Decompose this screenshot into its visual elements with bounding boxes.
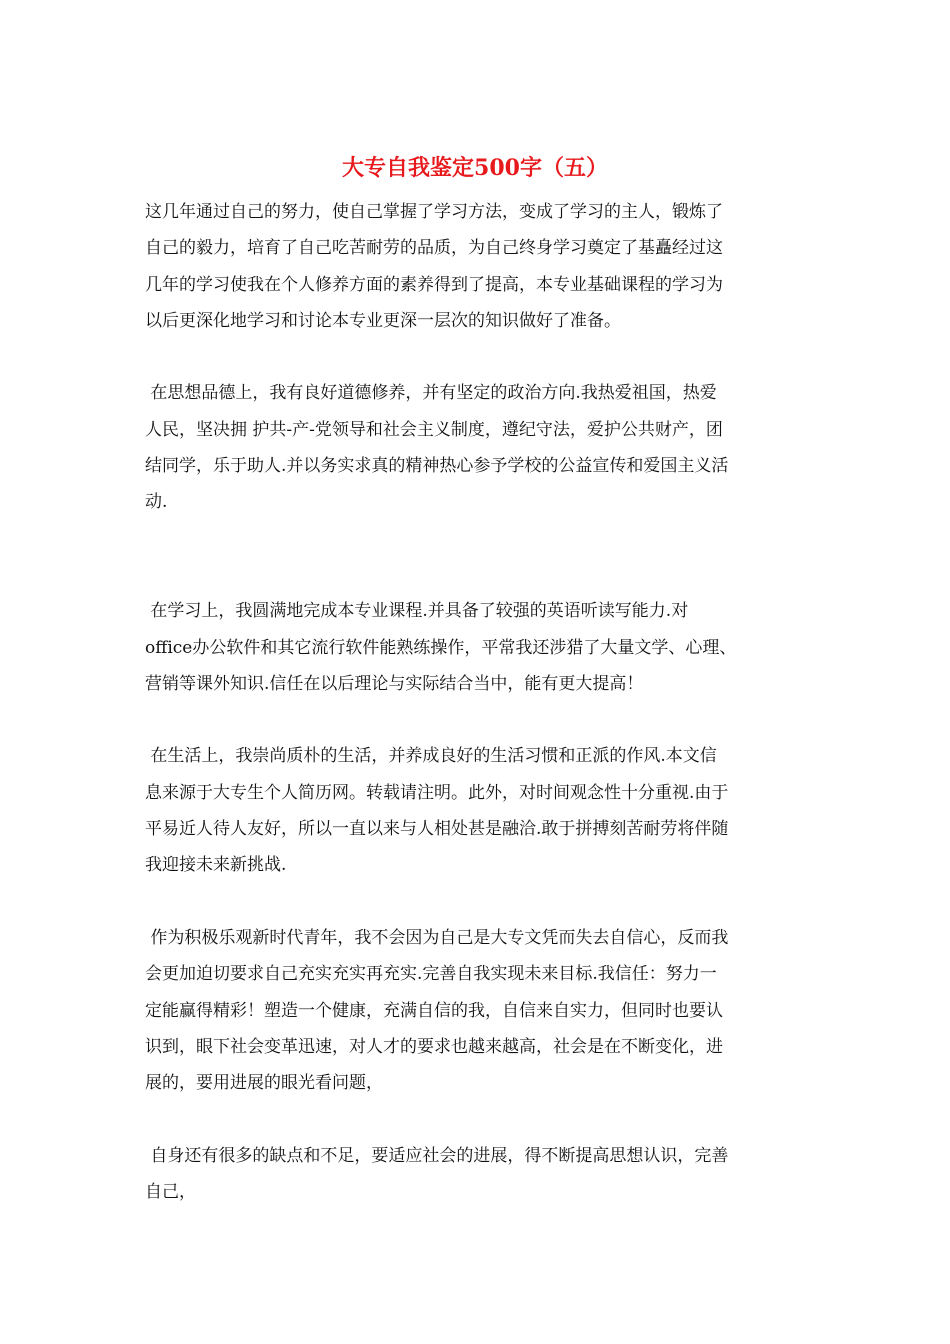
- document-body: [145, 194, 810, 1210]
- paragraph-spacer: [145, 1101, 810, 1137]
- paragraph-intro: 这几年通过自己的努力，使自己掌握了学习方法，变成了学习的主人，锻炼了 自己的毅力，培育了自己吃苦耐劳的品质，为自己终身学习奠定了基矗经过这 几年的学习使我在个人修养方面的素养得到了提高，本专业基础课程的学习为 以后更深化地学习和讨论本专业更深一层次的知识做好了准备。: [145, 202, 723, 331]
- paragraph-spacer: [145, 702, 810, 738]
- document-title: 大专自我鉴定500字（五）: [342, 155, 608, 181]
- paragraph-spacer: [145, 884, 810, 920]
- paragraph-spacer: [145, 339, 810, 375]
- paragraph-ideology: 在思想品德上，我有良好道德修养，并有坚定的政治方向.我热爱祖国，热爱 人民，坚决拥 护共-产-党领导和社会主义制度，遵纪守法，爱护公共财产，团 结同学，乐于助人.并以务实求真的精神热心参予学校的公益宣传和爱国主义活 动.: [145, 383, 729, 513]
- paragraph-spacer: [145, 521, 810, 594]
- paragraph-shortcomings: 自身还有很多的缺点和不足，要适应社会的进展，得不断提高思想认识，完善 自己，: [145, 1145, 729, 1203]
- paragraph-study: 在学习上，我圆满地完成本专业课程.并具备了较强的英语听读写能力.对 office办公软件和其它流行软件能熟练操作，平常我还涉猎了大量文学、心理、 营销等课外知识.信任在以后理论与实际结合当中，能有更大提高！: [145, 601, 737, 694]
- paragraph-outlook: 作为积极乐观新时代青年，我不会因为自己是大专文凭而失去自信心，反而我 会更加迫切要求自己充实充实再充实.完善自我实现未来目标.我信任：努力一 定能赢得精彩！塑造一个健康，充满自信的我，自信来自实力，但同时也要认 识到，眼下社会变革迅速，对人才的要求也越来越高，社会是在不断变化，进 展的，要用进展的眼光看问题，: [145, 927, 729, 1094]
- paragraph-life: 在生活上，我崇尚质朴的生活，并养成良好的生活习惯和正派的作风.本文信 息来源于大专生个人简历网。转载请注明。此外，对时间观念性十分重视.由于 平易近人待人友好，所以一直以来与人相处甚是融洽.敢于拼搏刻苦耐劳将伴随 我迎接未来新挑战.: [145, 746, 729, 876]
